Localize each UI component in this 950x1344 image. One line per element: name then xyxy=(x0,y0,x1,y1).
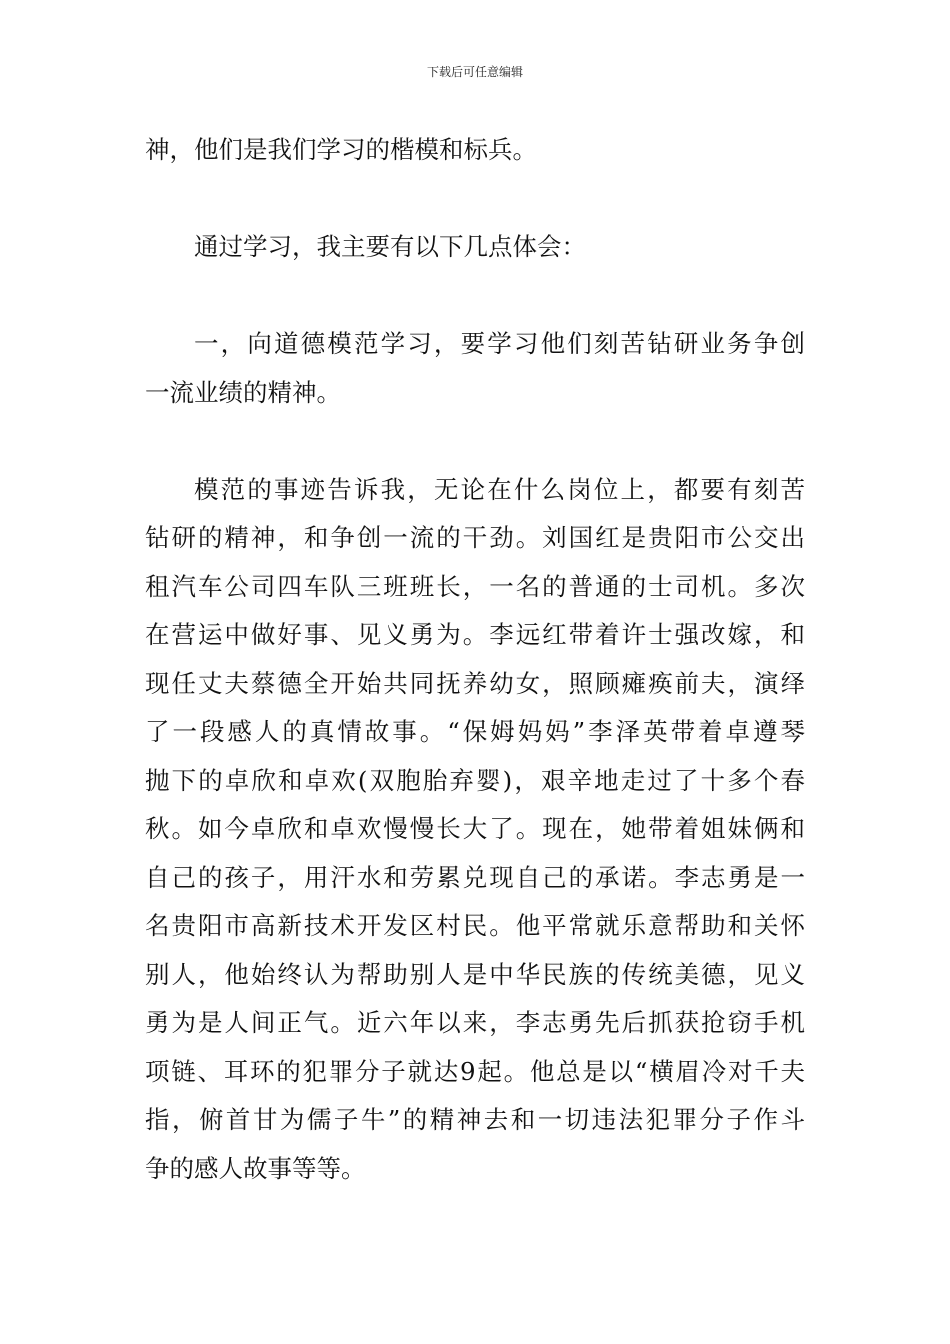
text-line: 名贵阳市高新技术开发区村民。他平常就乐意帮助和关怀 xyxy=(145,911,805,940)
text-line: 通过学习，我主要有以下几点体会： xyxy=(194,232,586,261)
text-line: 一流业绩的精神。 xyxy=(145,377,341,407)
paragraph-gap xyxy=(145,175,805,224)
page-header: 下载后可任意编辑 xyxy=(426,65,523,79)
text-line: 租汽车公司四车队三班班长，一名的普通的士司机。多次 xyxy=(145,571,805,601)
text-line: 模范的事迹告诉我，无论在什么岗位上，都要有刻苦 xyxy=(194,474,805,504)
text-line: 了一段感人的真情故事。“保姆妈妈”李泽英带着卓遵琴 xyxy=(145,717,805,746)
text-line: 勇为是人间正气。近六年以来，李志勇先后抓获抢窃手机 xyxy=(145,1008,805,1037)
text-line: 别人，他始终认为帮助别人是中华民族的传统美德，见义 xyxy=(145,959,805,989)
paragraph-examples xyxy=(145,466,805,1194)
text-line: 秋。如今卓欣和卓欢慢慢长大了。现在，她带着姐妹俩和 xyxy=(145,814,805,843)
document-body xyxy=(145,126,805,1193)
text-line: 自己的孩子，用汗水和劳累兑现自己的承诺。李志勇是一 xyxy=(145,862,805,892)
paragraph-point-one xyxy=(145,320,805,417)
text-line: 争的感人故事等等。 xyxy=(145,1153,366,1183)
text-line: 指，俯首甘为儒子牛”的精神去和一切违法犯罪分子作斗 xyxy=(145,1105,805,1134)
paragraph-gap xyxy=(145,272,805,321)
text-line: 钻研的精神，和争创一流的干劲。刘国红是贵阳市公交出 xyxy=(145,523,805,552)
text-line: 抛下的卓欣和卓欢(双胞胎弃婴)，艰辛地走过了十多个春 xyxy=(145,765,805,795)
paragraph-intro xyxy=(145,223,805,272)
text-line: 神，他们是我们学习的楷模和标兵。 xyxy=(145,135,537,164)
text-line: 项链、耳环的犯罪分子就达9起。他总是以“横眉冷对千夫 xyxy=(145,1056,805,1086)
text-line: 在营运中做好事、见义勇为。李远红带着许士强改嫁，和 xyxy=(145,620,805,649)
text-line: 一，向道德模范学习，要学习他们刻苦钻研业务争创 xyxy=(194,329,805,358)
paragraph-gap xyxy=(145,417,805,466)
paragraph-continuation xyxy=(145,126,805,175)
text-line: 现任丈夫蔡德全开始共同抚养幼女，照顾瘫痪前夫，演绎 xyxy=(145,668,805,698)
